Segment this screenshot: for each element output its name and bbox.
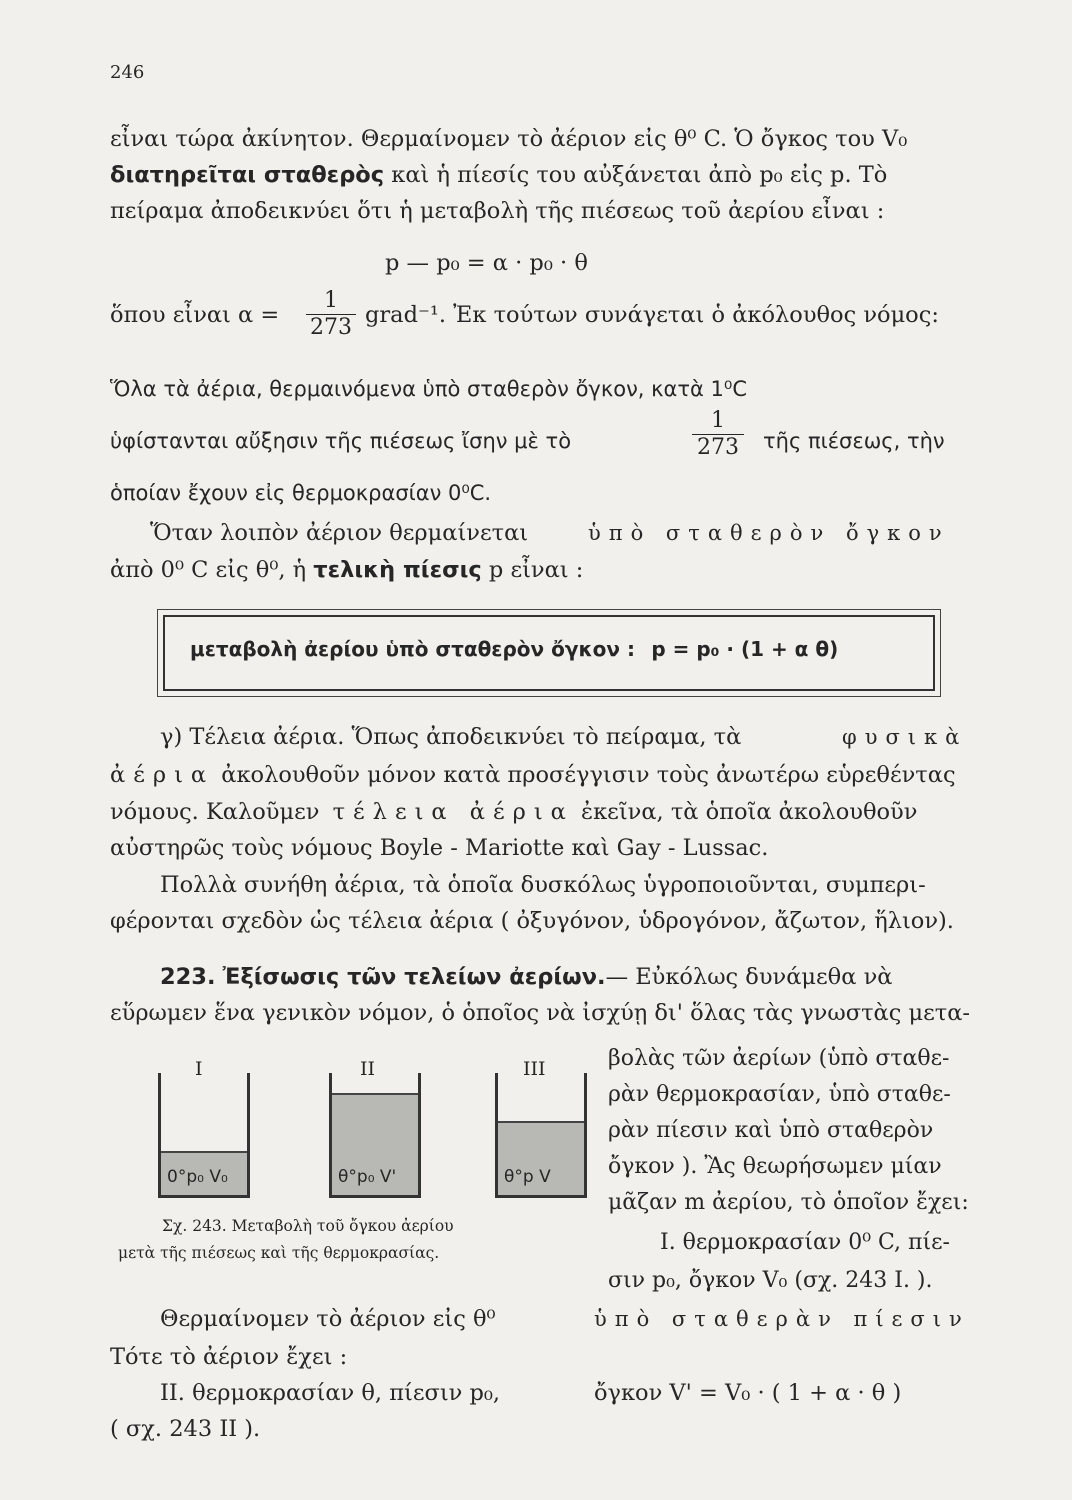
text-line: Τότε τὸ ἀέριον ἔχει : [110, 1344, 348, 1370]
beaker-II [329, 1095, 421, 1198]
text-line: φέρονται σχεδὸν ὡς τέλεια ἀέρια ( ὀξυγόνον, ὑδρογόνον, ἄζωτον, ἥλιον). [110, 908, 954, 934]
text-line [110, 160, 887, 190]
text-line: Πολλὰ συνήθη ἀέρια, τὰ ὁποῖα δυσκόλως ὑγροποιοῦνται, συμπερι- [160, 872, 926, 898]
beaker-label: II [360, 1058, 376, 1080]
emphasis: διατηρεῖται σταθερὸς [110, 162, 385, 188]
beaker-content: θ°p V [504, 1167, 551, 1187]
section-heading [160, 962, 892, 992]
text-line [110, 555, 583, 585]
text-span: — Εὐκόλως δυνάμεθα νὰ [605, 964, 893, 990]
text-span: νόμους. Καλοῦμεν [110, 799, 320, 825]
text-line: grad⁻¹. Ἐκ τούτων συνάγεται ὁ ἀκόλουθος νόμος: [365, 302, 939, 328]
beaker-rim [418, 1073, 421, 1095]
formula-content [190, 637, 838, 661]
text-span: p εἶναι : [488, 557, 584, 583]
text-span: ἐκεῖνα, τὰ ὁποῖα ἀκολουθοῦν [581, 799, 918, 825]
text-span: ἀπὸ 0⁰ C εἰς θ⁰, ἡ [110, 557, 307, 583]
text-line: Ὅταν λοιπὸν ἀέριον θερμαίνεται [150, 520, 529, 546]
fraction-numerator: 1 [324, 288, 338, 313]
section-title: Ἐξίσωσις τῶν τελείων ἀερίων. [222, 964, 606, 990]
section-number: 223. [160, 964, 216, 990]
law-line: ὑφίστανται αὔξησιν τῆς πιέσεως ἴσην μὲ τὸ [110, 429, 572, 453]
text-line: I. θερμοκρασίαν 0⁰ C, πίε- [660, 1230, 950, 1255]
text-span: καὶ ἡ πίεσίς του αὐξάνεται ἀπὸ p₀ εἰς p. Τὸ [384, 162, 888, 188]
text-line: ὄγκον V' = V₀ · ( 1 + α · θ ) [594, 1380, 902, 1406]
text-line: πείραμα ἀποδεικνύει ὅτι ἡ μεταβολὴ τῆς πιέσεως τοῦ ἀερίου εἶναι : [110, 198, 885, 224]
gas-volume [161, 1151, 247, 1195]
beaker-rim [158, 1073, 161, 1095]
spaced-emphasis: τέλεια ἀέρια [332, 799, 574, 825]
text-line: γ) Τέλεια ἀέρια. Ὅπως ἀποδεικνύει τὸ πείραμα, τὰ [160, 724, 742, 750]
text-line: μᾶζαν m ἀερίου, τὸ ὁποῖον ἔχει: [608, 1190, 969, 1215]
figure-caption: Σχ. 243. Μεταβολὴ τοῦ ὄγκου ἀερίου [162, 1217, 454, 1235]
spaced-emphasis: ὑπὸ σταθερὸν ὄγκον [588, 521, 950, 545]
text-line: ( σχ. 243 II ). [110, 1416, 261, 1442]
text-line [110, 760, 956, 790]
text-line: ρὰν θερμοκρασίαν, ὑπὸ σταθε- [608, 1082, 951, 1107]
text-line: ρὰν πίεσιν καὶ ὑπὸ σταθερὸν [608, 1118, 934, 1143]
emphasis: τελικὴ πίεσις [313, 557, 482, 583]
beaker-rim [584, 1073, 587, 1095]
fraction-denominator: 273 [692, 434, 744, 461]
beaker-I [158, 1095, 250, 1198]
beaker-rim [247, 1073, 250, 1095]
text-line: Θερμαίνομεν τὸ ἀέριον εἰς θ⁰ [160, 1306, 496, 1332]
beaker-label: I [195, 1058, 203, 1080]
spaced-emphasis: ὑπὸ σταθερὰν πίεσιν [594, 1307, 970, 1331]
text-line [110, 797, 917, 827]
spaced-emphasis: ἀέρια [110, 762, 215, 788]
law-line: ὁποίαν ἔχουν εἰς θερμοκρασίαν 0⁰C. [110, 481, 492, 505]
law-line: Ὅλα τὰ ἀέρια, θερμαινόμενα ὑπὸ σταθερὸν ὄγκον, κατὰ 1⁰C [110, 377, 747, 401]
beaker-label: III [523, 1058, 546, 1080]
text-line: ὄγκον ). Ἂς θεωρήσωμεν μίαν [608, 1154, 942, 1179]
text-line: βολὰς τῶν ἀερίων (ὑπὸ σταθε- [608, 1046, 950, 1071]
law-line: τῆς πιέσεως, τὴν [763, 429, 945, 453]
text-line: εὕρωμεν ἕνα γενικὸν νόμον, ὁ ὁποῖος νὰ ἰσχύῃ δι' ὅλας τὰς γνωστὰς μετα- [110, 1000, 970, 1026]
formula-label: μεταβολὴ ἀερίου ὑπὸ σταθερὸν ὄγκον : [190, 637, 635, 661]
figure-caption: μετὰ τῆς πιέσεως καὶ τῆς θερμοκρασίας. [118, 1244, 440, 1262]
text-span: ἀκολουθοῦν μόνον κατὰ προσέγγισιν τοὺς ἀνωτέρω εὑρεθέντας [221, 762, 956, 788]
formula-box [163, 615, 935, 691]
fraction-denominator: 273 [306, 314, 356, 341]
gas-volume [498, 1121, 584, 1195]
equation: p — p₀ = α · p₀ · θ [385, 250, 588, 276]
fraction [306, 288, 356, 341]
beaker-III [495, 1095, 587, 1198]
page-number: 246 [110, 62, 145, 83]
fraction-numerator: 1 [711, 408, 725, 433]
beaker-rim [329, 1073, 332, 1095]
text-line: II. θερμοκρασίαν θ, πίεσιν p₀, [160, 1380, 501, 1406]
spaced-emphasis: φυσικὰ [842, 725, 968, 749]
beaker-content: 0°p₀ V₀ [167, 1167, 228, 1187]
beaker-rim [495, 1073, 498, 1095]
text-line: εἶναι τώρα ἀκίνητον. Θερμαίνομεν τὸ ἀέριον εἰς θ⁰ C. Ὁ ὄγκος του V₀ [110, 126, 908, 152]
text-line: αὐστηρῶς τοὺς νόμους Boyle - Mariotte καὶ Gay - Lussac. [110, 835, 769, 861]
fraction [692, 408, 744, 461]
text-line: ὅπου εἶναι α = [110, 302, 280, 328]
text-line: σιν p₀, ὄγκον V₀ (σχ. 243 I. ). [608, 1268, 933, 1293]
gas-volume [332, 1093, 418, 1195]
formula: p = p₀ · (1 + α θ) [651, 637, 839, 661]
beaker-content: θ°p₀ V' [338, 1167, 397, 1187]
